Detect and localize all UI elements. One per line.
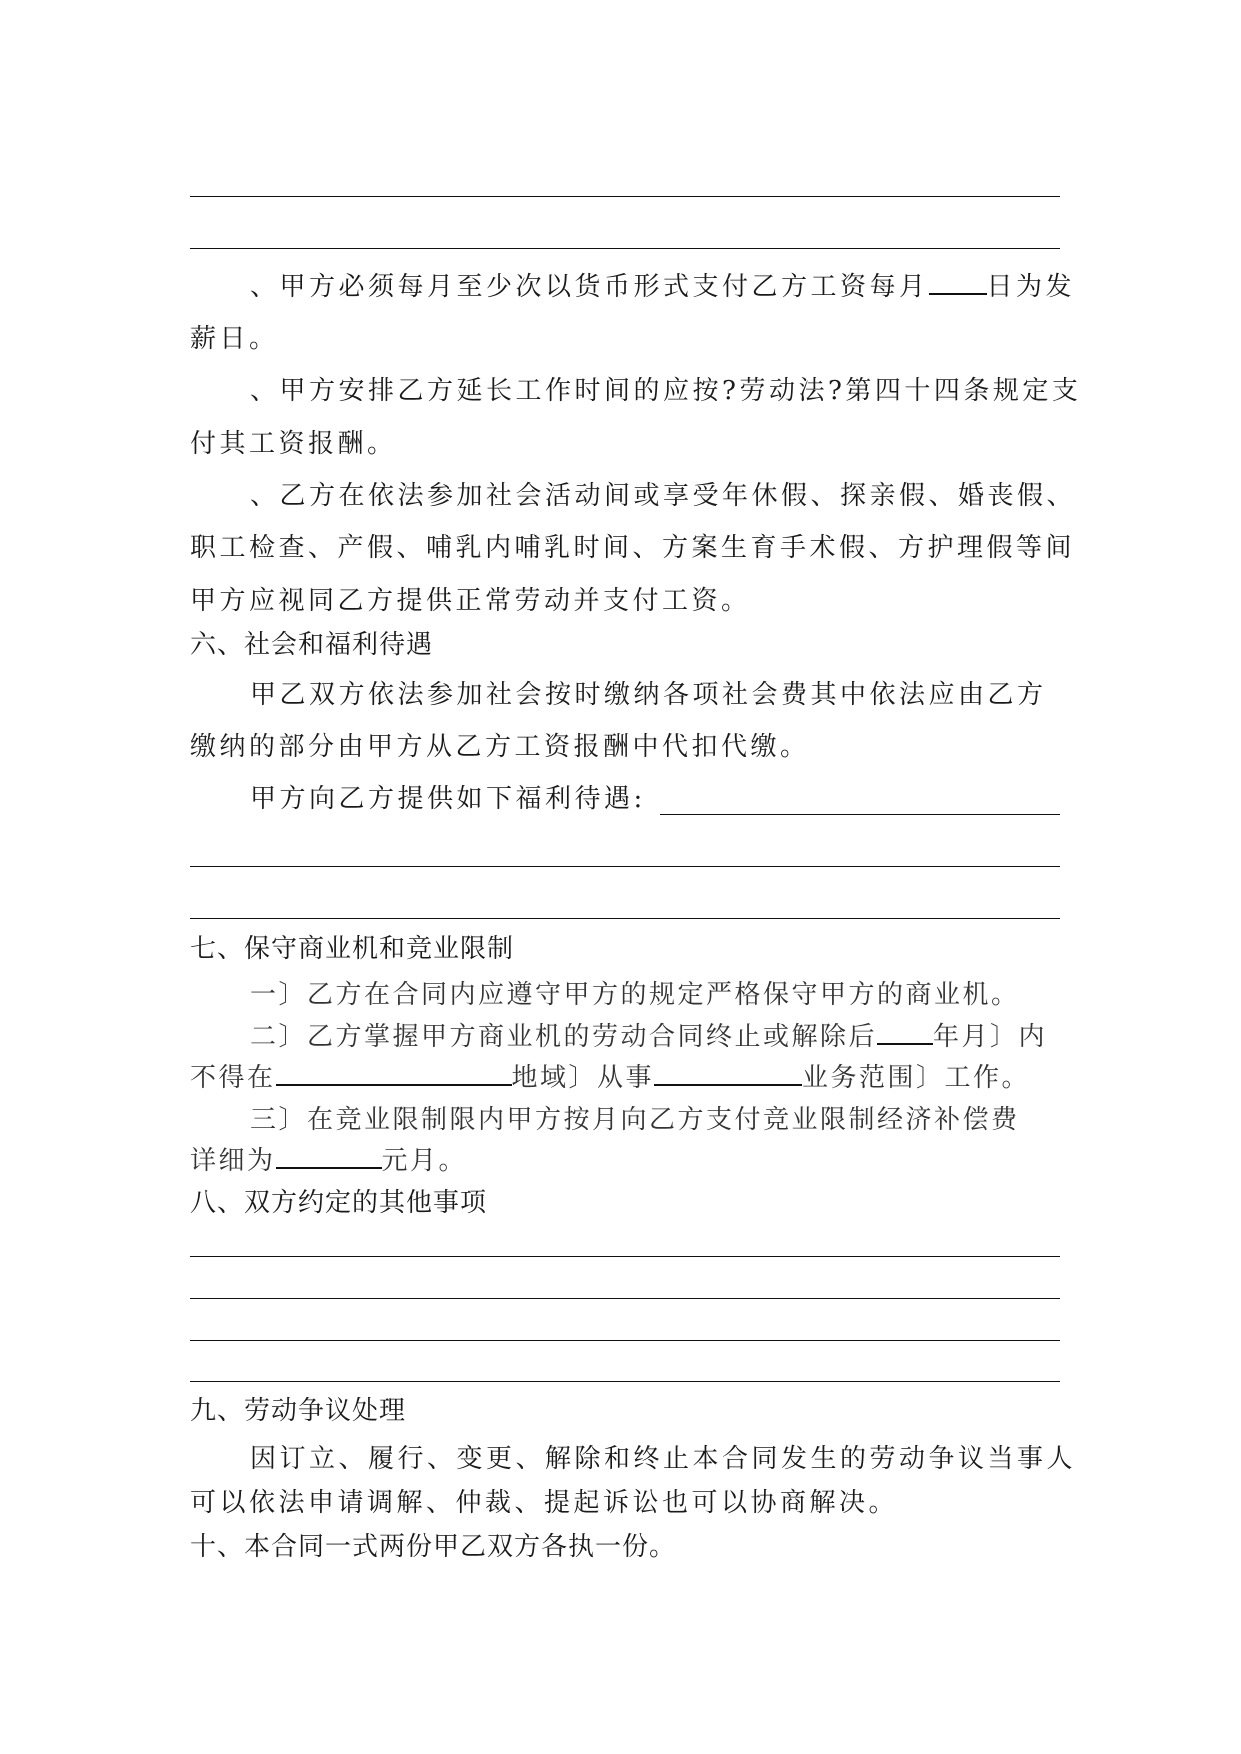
paragraph-line: 因订立、履行、变更、解除和终止本合同发生的劳动争议当事人 [250,1444,1077,1474]
section-heading: 九、劳动争议处理 [190,1396,407,1426]
paragraph-line: 甲方应视同乙方提供正常劳动并支付工资。 [190,586,751,616]
paragraph-line: 不得在 地域〕从事 业务范围〕工作。 [190,1063,1031,1093]
paragraph-line: 薪日。 [190,324,279,354]
section-heading: 八、双方约定的其他事项 [190,1188,488,1218]
paragraph-line: 职工检查、产假、哺乳内哺乳时间、方案生育手术假、方护理假等间 [190,533,1076,563]
fill-in-line [190,1256,1060,1257]
fill-in-line [190,866,1060,867]
compensation-blank [276,1145,382,1169]
section-heading: 十、本合同一式两份甲乙双方各执一份。 [190,1532,677,1562]
paragraph-line: 详细为 元月。 [190,1146,468,1176]
paragraph-line: 二〕乙方掌握甲方商业机的劳动合同终止或解除后 年月〕内 [250,1022,1048,1052]
fill-in-line [190,1298,1060,1299]
welfare-blank-line [660,814,1060,815]
paragraph-line: 三〕在竞业限制限内甲方按月向乙方支付竞业限制经济补偿费 [250,1105,1020,1135]
fill-in-line [190,1381,1060,1382]
paragraph-line: 甲乙双方依法参加社会按时缴纳各项社会费其中依法应由乙方 [250,680,1047,710]
paragraph-line [250,782,1060,816]
region-blank [276,1062,512,1086]
payday-blank [929,271,987,295]
fill-in-line [190,248,1060,249]
paragraph-line: 缴纳的部分由甲方从乙方工资报酬中代扣代缴。 [190,732,810,762]
paragraph-line: 、甲方安排乙方延长工作时间的应按?劳动法?第四十四条规定支 [250,376,1082,406]
paragraph-line: 付其工资报酬。 [190,429,397,459]
section-heading: 六、社会和福利待遇 [190,630,434,660]
section-heading: 七、保守商业机和竞业限制 [190,934,515,964]
paragraph-line: 、甲方必须每月至少次以货币形式支付乙方工资每月 日为发 [250,272,1076,302]
paragraph-line: 、乙方在依法参加社会活动间或享受年休假、探亲假、婚丧假、 [250,481,1077,511]
welfare-label: 甲方向乙方提供如下福利待遇: [250,784,646,814]
fill-in-line [190,196,1060,197]
paragraph-line: 可以依法申请调解、仲裁、提起诉讼也可以协商解决。 [190,1488,899,1518]
fill-in-line [190,1340,1060,1341]
paragraph-line: 一〕乙方在合同内应遵守甲方的规定严格保守甲方的商业机。 [250,980,1020,1010]
period-blank [877,1021,933,1045]
business-scope-blank [654,1062,802,1086]
fill-in-line [190,918,1060,919]
